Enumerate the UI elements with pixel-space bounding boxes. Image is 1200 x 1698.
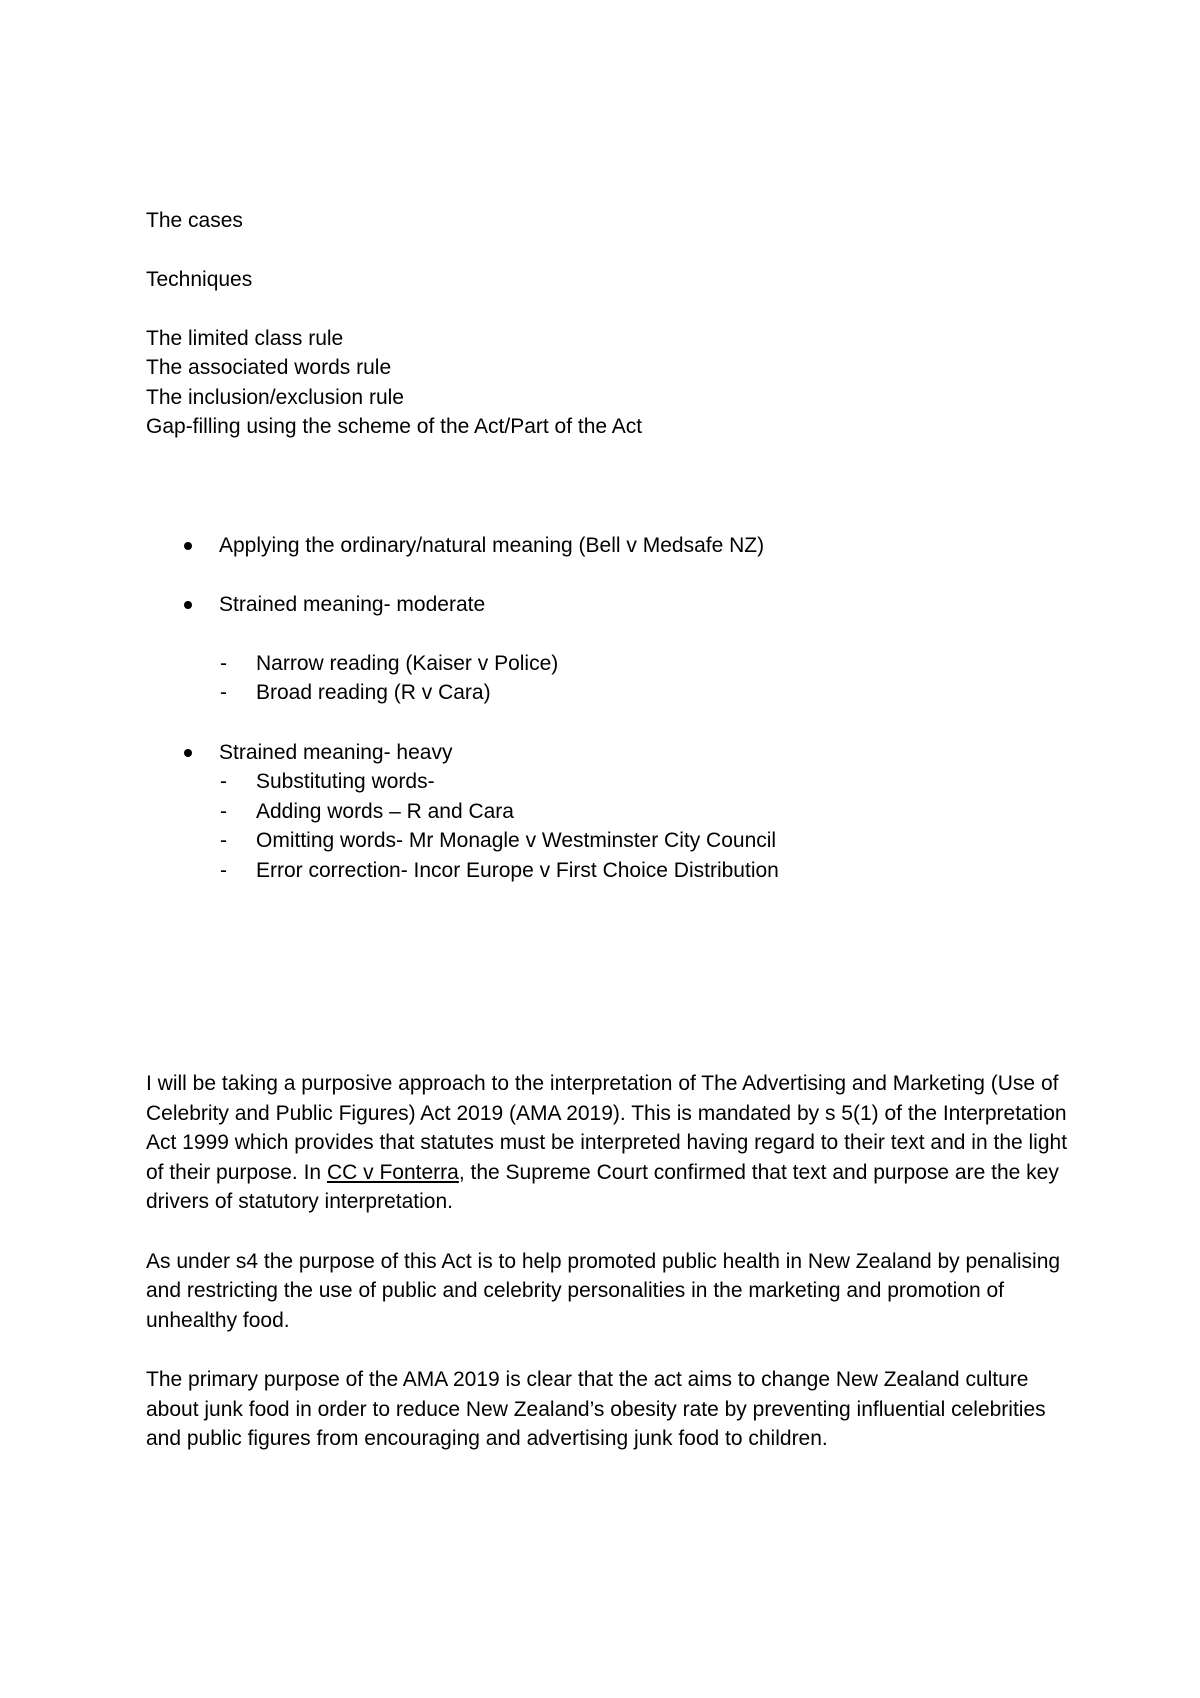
paragraph-purpose-s4: As under s4 the purpose of this Act is to help promoted public health in New Zealand by penalising and restricting the use of public and celebrity personalities in the marketing and promotion of unhealthy food. <box>146 1249 1061 1332</box>
case-reference-cc-v-fonterra: CC v Fonterra <box>326 1160 459 1184</box>
paragraph-text: I will be taking a purposive approach to the interpretation of The Advertising and Marketing (Use of Celebrity and Public Figures) Act 2019 (AMA 2019). This is mandated by s 5(1) of the Interpretation Act 1999 which provides that statutes must be interpreted having regard to their text and in the light of their purpose. In <box>146 1072 1068 1184</box>
dash-marker: - <box>220 859 227 882</box>
rule-limited-class: The limited class rule <box>146 327 344 350</box>
dash-marker: - <box>220 770 227 793</box>
bullet-dot <box>184 749 192 757</box>
sub-item-narrow-reading: Narrow reading (Kaiser v Police) <box>256 652 559 675</box>
dash-marker: - <box>220 652 227 675</box>
dash-marker: - <box>220 681 227 704</box>
sub-item-substituting-words: Substituting words- <box>256 770 435 793</box>
bullet-strained-heavy: Strained meaning- heavy <box>219 741 453 764</box>
rule-gap-filling: Gap-filling using the scheme of the Act/Part of the Act <box>146 415 643 438</box>
sub-item-broad-reading: Broad reading (R v Cara) <box>256 681 491 704</box>
rule-associated-words: The associated words rule <box>146 356 392 379</box>
bullet-strained-moderate: Strained meaning- moderate <box>219 593 486 616</box>
rule-inclusion-exclusion: The inclusion/exclusion rule <box>146 386 404 409</box>
paragraph-text: , the Supreme Court confirmed that text and purpose are the key drivers of statutory interpretation. <box>146 1160 1059 1213</box>
dash-marker: - <box>220 829 227 852</box>
body-paragraphs <box>146 1069 1076 1484</box>
paragraph-primary-purpose: The primary purpose of the AMA 2019 is clear that the act aims to change New Zealand culture about junk food in order to reduce New Zealand’s obesity rate by preventing influential celebrities and public figures from encouraging and advertising junk food to children. <box>146 1368 1046 1450</box>
bullet-dot <box>184 542 192 550</box>
sub-item-adding-words: Adding words – R and Cara <box>256 800 514 823</box>
bullet-dot <box>184 601 192 609</box>
dash-marker: - <box>220 800 227 823</box>
bullet-ordinary-meaning: Applying the ordinary/natural meaning (Bell v Medsafe NZ) <box>219 534 765 557</box>
heading-the-cases: The cases <box>146 209 243 232</box>
paragraph-purposive-approach <box>146 1069 1076 1217</box>
sub-item-omitting-words: Omitting words- Mr Monagle v Westminster City Council <box>256 829 777 852</box>
heading-techniques: Techniques <box>146 268 253 291</box>
sub-item-error-correction: Error correction- Incor Europe v First Choice Distribution <box>256 859 779 882</box>
